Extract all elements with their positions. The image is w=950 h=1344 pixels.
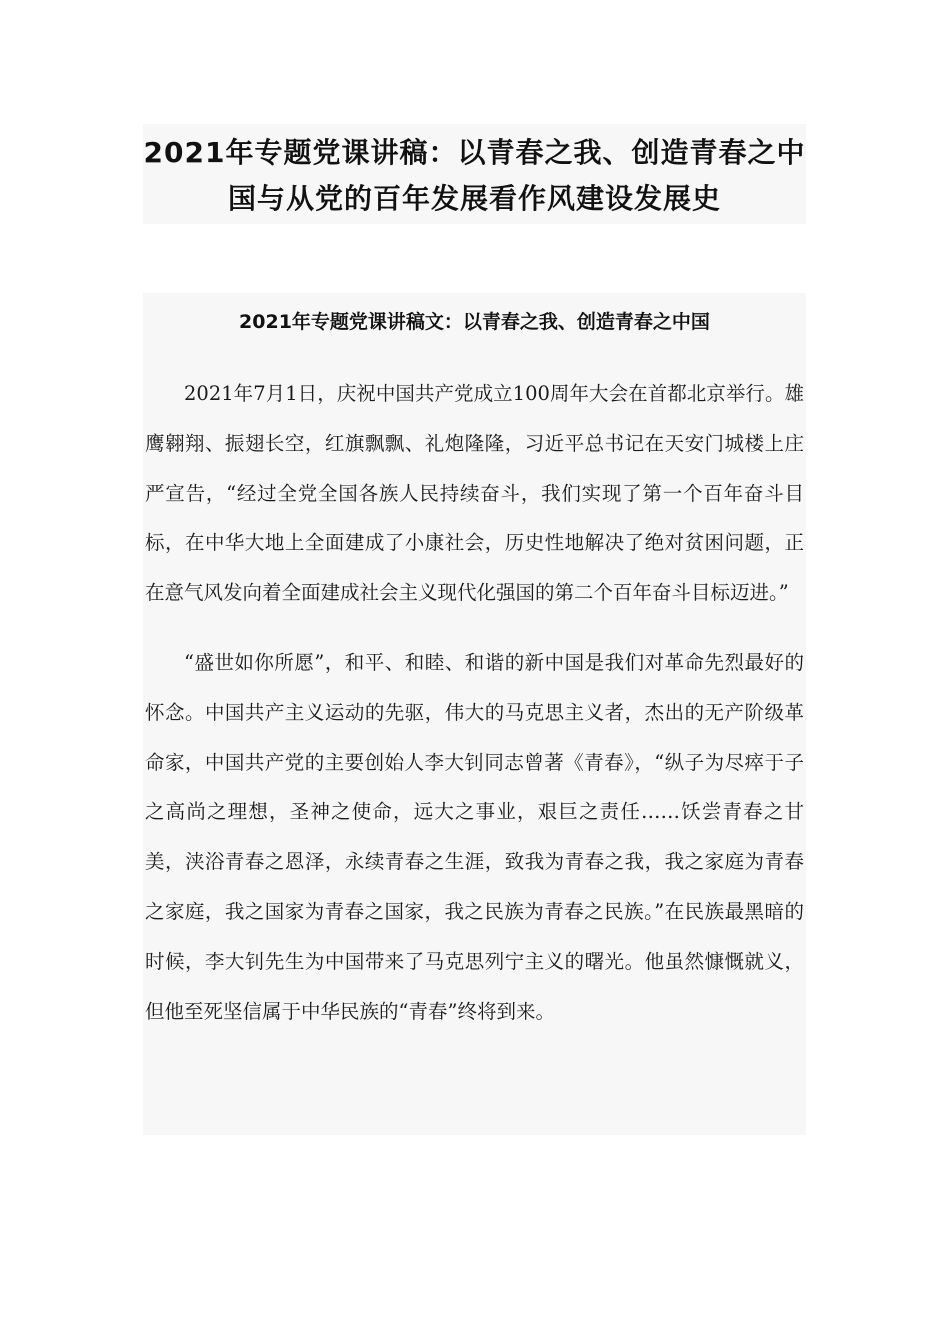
- document-title: [143, 124, 806, 222]
- section-heading: 2021年专题党课讲稿文：以青春之我、创造青春之中国: [239, 311, 710, 333]
- document-title-line-1: 2021年专题党课讲稿：以青春之我、创造青春之中: [143, 136, 806, 169]
- document-title-line-2: 国与从党的百年发展看作风建设发展史: [227, 182, 721, 215]
- paragraph-1: 2021年7月1日，庆祝中国共产党成立100周年大会在首都北京举行。雄鹰翱翔、振翅长空，红旗飘飘、礼炮隆隆，习近平总书记在天安门城楼上庄严宣告，“经过全党全国各族人民持续奋斗，我们实现了第一个百年奋斗目标，在中华大地上全面建成了小康社会，历史性地解决了绝对贫困问题，正在意气风发向着全面建成社会主义现代化强国的第二个百年奋斗目标迈进。”: [145, 382, 804, 605]
- paragraph-2: “盛世如你所愿”，和平、和睦、和谐的新中国是我们对革命先烈最好的怀念。中国共产主义运动的先驱，伟大的马克思主义者，杰出的无产阶级革命家，中国共产党的主要创始人李大钊同志曾著《青春》，“纵子为尽瘁于子之高尚之理想，圣神之使命，远大之事业，艰巨之责任……饫尝青春之甘美，浃浴青春之恩泽，永续青春之生涯，致我为青春之我，我之家庭为青春之家庭，我之国家为青春之国家，我之民族为青春之民族。”在民族最黑暗的时候，李大钊先生为中国带来了马克思列宁主义的曙光。他虽然慷慨就义，但他至死坚信属于中华民族的“青春”终将到来。: [145, 650, 804, 1023]
- body-block: [143, 293, 806, 1135]
- title-block: [143, 124, 806, 224]
